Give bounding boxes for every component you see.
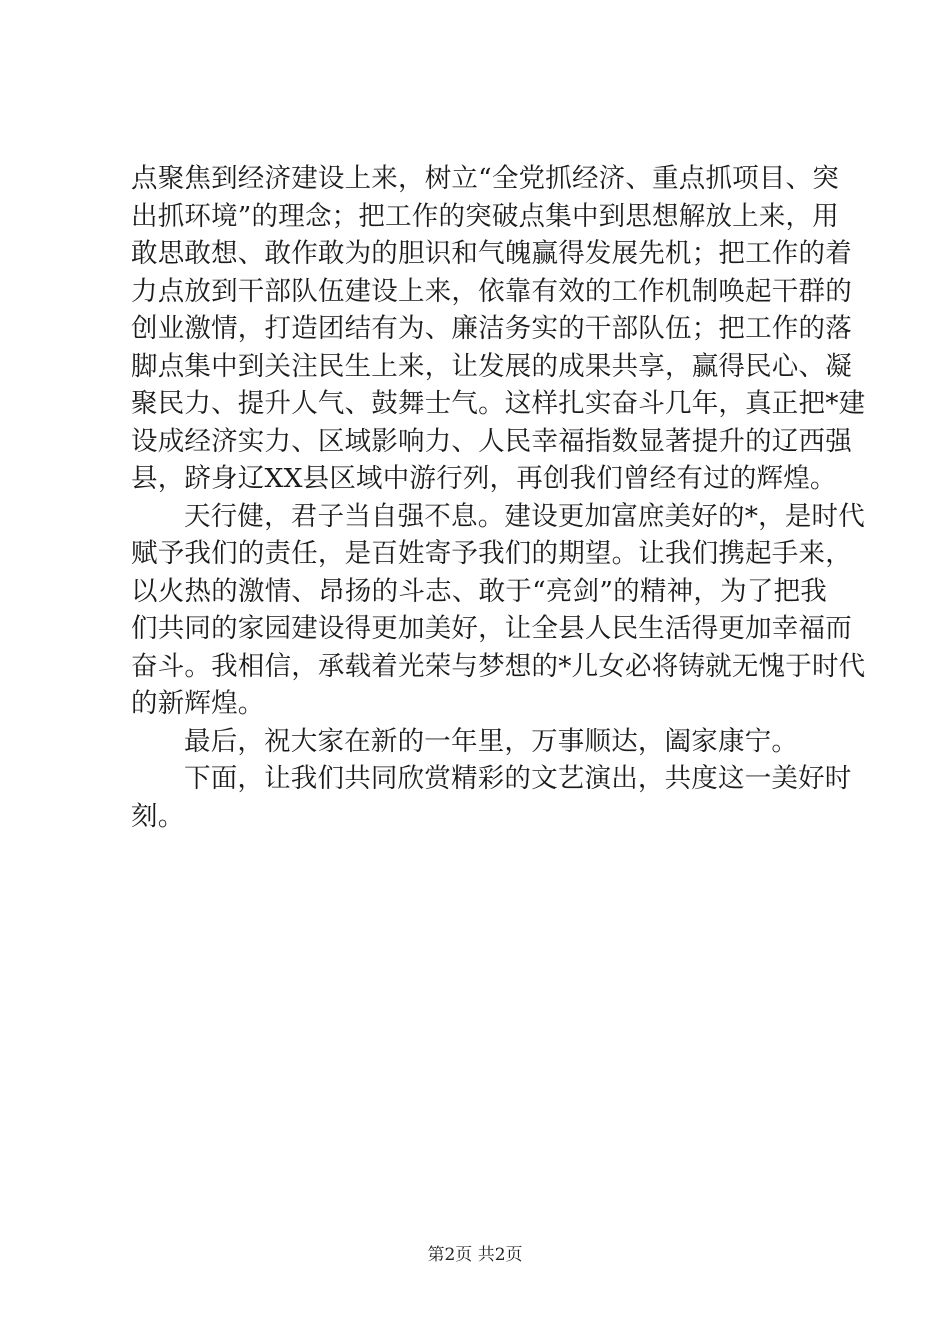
page-number-footer: 第2页 共2页 [427,1245,523,1265]
text-line: 下面，让我们共同欣赏精彩的文艺演出，共度这一美好时 [184,763,852,794]
text-line: 天行健，君子当自强不息。建设更加富庶美好的*，是时代 [184,500,865,532]
text-line: 奋斗。我相信，承载着光荣与梦想的*儿女必将铸就无愧于时代 [131,650,866,682]
text-line: 的新辉煌。 [131,688,265,719]
text-line: 聚民力、提升人气、鼓舞士气。这样扎实奋斗几年，真正把*建 [131,388,866,419]
text-line: 县，跻身辽XX县区域中游行列，再创我们曾经有过的辉煌。 [131,463,837,494]
paragraph-3 [131,723,827,761]
text-line: 刻。 [131,800,185,832]
text-line: 创业激情，打造团结有为、廉洁务实的干部队伍；把工作的落 [131,313,852,344]
text-line: 以火热的激情、昂扬的斗志、敢于“亮剑”的精神，为了把我 [131,575,827,607]
text-line: 最后，祝大家在新的一年里，万事顺达，阖家康宁。 [184,725,799,757]
document-body [131,160,866,835]
paragraph-2 [131,498,866,723]
text-line: 们共同的家园建设得更加美好，让全县人民生活得更加幸福而 [131,613,852,644]
paragraph-4 [131,760,852,835]
text-line: 脚点集中到关注民生上来，让发展的成果共享，赢得民心、凝 [131,350,852,382]
text-line: 出抓环境”的理念；把工作的突破点集中到思想解放上来，用 [131,200,839,232]
text-line: 力点放到干部队伍建设上来，依靠有效的工作机制唤起干群的 [131,275,852,307]
text-line: 赋予我们的责任，是百姓寄予我们的期望。让我们携起手来， [131,538,852,569]
text-line: 设成经济实力、区域影响力、人民幸福指数显著提升的辽西强 [131,425,852,457]
text-line: 敢思敢想、敢作敢为的胆识和气魄赢得发展先机；把工作的着 [131,238,852,269]
text-line: 点聚焦到经济建设上来，树立“全党抓经济、重点抓项目、突 [131,163,839,194]
paragraph-1 [131,160,866,498]
